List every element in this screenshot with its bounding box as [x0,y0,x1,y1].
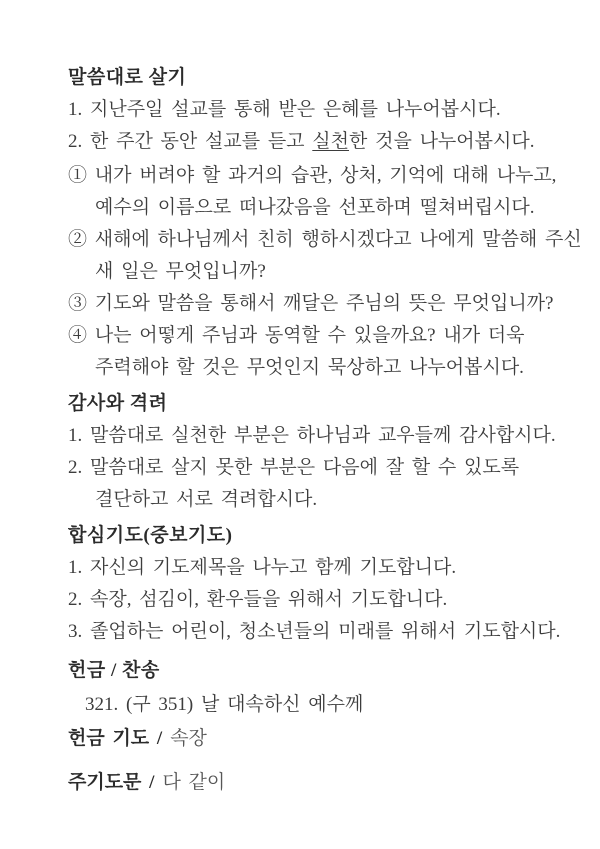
list-item-1: 1. 자신의 기도제목을 나누고 함께 기도합니다. [68,557,457,578]
circled-item-1-wrap: 예수의 이름으로 떠나갔음을 선포하며 떨쳐버립시다. [95,197,535,218]
list-item-3: 3. 졸업하는 어린이, 청소년들의 미래를 위해서 기도합시다. [68,621,561,642]
circled-item-2-wrap: 새 일은 무엇입니까? [95,261,266,282]
section-heading-offering-hymn: 헌금 / 찬송 [68,660,160,681]
hymn-line: 321. (구 351) 날 대속하신 예수께 [85,694,364,715]
text-segment: 2. 한 주간 동안 설교를 듣고 [68,131,313,152]
list-item-2-wrap: 결단하고 서로 격려합시다. [95,489,318,510]
section-heading-united-prayer: 합심기도(중보기도) [68,525,233,546]
list-item-2: 2. 속장, 섬김이, 환우들을 위해서 기도합니다. [68,589,448,610]
offering-prayer-value: 속장 [170,728,207,749]
list-item-2: 2. 말씀대로 살지 못한 부분은 다음에 잘 할 수 있도록 [68,457,520,478]
list-item-1: 1. 말씀대로 실천한 부분은 하나님과 교우들께 감사합시다. [68,425,556,446]
list-item-1: 1. 지난주일 설교를 통해 받은 은혜를 나누어봅시다. [68,99,501,120]
underlined-text: 실천 [312,131,350,152]
offering-prayer-label: 헌금 기도 / [68,728,163,749]
circled-item-4: ④ 나는 어떻게 주님과 동역할 수 있을까요? 내가 더욱 [68,325,525,346]
offering-prayer-line [68,722,564,756]
circled-item-2: ② 새해에 하나님께서 친히 행하시겠다고 나에게 말씀해 주신 [68,229,582,250]
text-segment: 한 것을 나누어봅시다. [349,131,535,152]
lords-prayer-value: 다 같이 [162,772,226,793]
lords-prayer-line [68,766,564,800]
section-heading-living-by-word: 말씀대로 살기 [68,67,187,88]
circled-item-1: ① 내가 버려야 할 과거의 습관, 상처, 기억에 대해 나누고, [68,165,557,186]
circled-item-4-wrap: 주력해야 할 것은 무엇인지 묵상하고 나누어봅시다. [95,357,524,378]
section-heading-thanks-encouragement: 감사와 격려 [68,393,168,414]
lords-prayer-label: 주기도문 / [68,772,155,793]
list-item-2 [68,126,564,158]
circled-item-3: ③ 기도와 말씀을 통해서 깨달은 주님의 뜻은 무엇입니까? [68,293,554,314]
